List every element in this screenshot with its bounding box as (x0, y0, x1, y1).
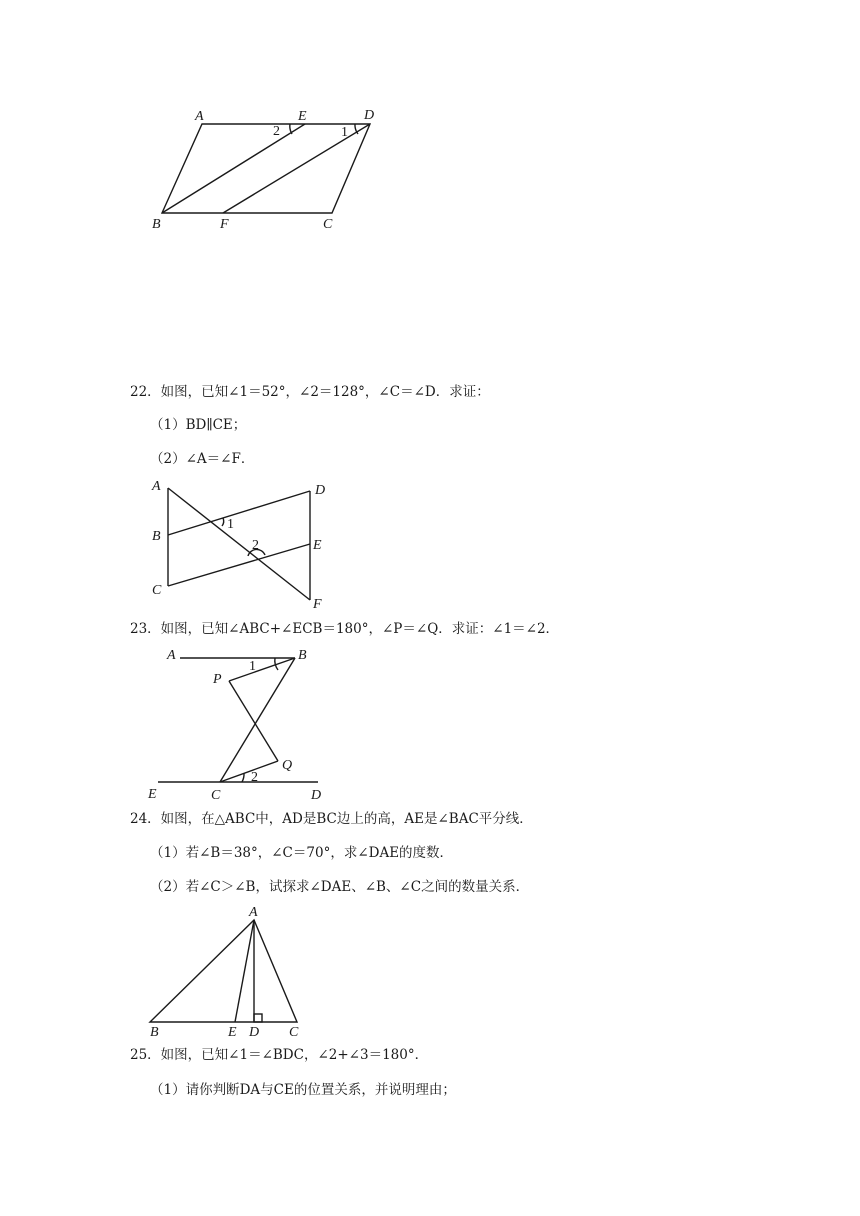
label-c: C (289, 1025, 299, 1040)
triangle-abc (150, 920, 297, 1022)
label-e: E (228, 1025, 237, 1040)
label-c: C (323, 217, 333, 232)
angle-1-arc (222, 518, 224, 526)
q24-stem: 24．如图，在△ABC中，AD是BC边上的高，AE是∠BAC平分线． (130, 811, 533, 827)
parallelogram-abcd (162, 124, 370, 213)
figure-parallelogram (140, 100, 400, 240)
segment-bp (229, 658, 295, 681)
segment-ce (168, 544, 310, 586)
label-e: E (148, 787, 157, 802)
figure-q22 (140, 478, 350, 613)
segment-pq (229, 681, 278, 761)
right-angle-mark (254, 1014, 262, 1022)
label-a: A (167, 648, 176, 663)
label-angle-2: 2 (252, 538, 259, 553)
q23-svg (145, 643, 335, 805)
label-a: A (249, 905, 258, 920)
label-b: B (298, 648, 307, 663)
segment-af (168, 488, 310, 600)
figure-q24 (140, 900, 320, 1042)
label-f: F (220, 217, 229, 232)
label-angle-2: 2 (273, 124, 280, 139)
label-d: D (315, 483, 326, 498)
label-c: C (152, 583, 162, 598)
parallelogram-svg (140, 100, 400, 240)
label-angle-1: 1 (341, 125, 348, 140)
label-b: B (152, 217, 161, 232)
label-d: D (249, 1025, 260, 1040)
label-q: Q (282, 758, 293, 773)
q22-part1: （1）BD∥CE； (150, 417, 247, 433)
q24-svg (140, 900, 320, 1042)
label-e: E (313, 538, 322, 553)
q22-svg (140, 478, 350, 613)
segment-qc (220, 761, 278, 782)
q22-stem: 22．如图，已知∠1＝52°，∠2＝128°，∠C＝∠D．求证： (130, 384, 490, 400)
q22-part2: （2）∠A＝∠F． (150, 451, 255, 467)
label-angle-2: 2 (251, 770, 258, 785)
label-b: B (152, 529, 161, 544)
label-e: E (298, 109, 307, 124)
figure-q23 (145, 643, 335, 805)
label-d: D (364, 108, 375, 123)
label-angle-1: 1 (227, 517, 234, 532)
segment-be (162, 124, 305, 213)
label-c: C (211, 788, 221, 803)
label-f: F (313, 597, 322, 612)
q24-part2: （2）若∠C＞∠B，试探求∠DAE、∠B、∠C之间的数量关系． (150, 879, 530, 895)
q25-stem: 25．如图，已知∠1＝∠BDC，∠2+∠3＝180°． (130, 1047, 429, 1063)
label-p: P (213, 672, 222, 687)
q23-stem: 23．如图，已知∠ABC+∠ECB＝180°，∠P＝∠Q．求证：∠1＝∠2． (130, 621, 560, 637)
q25-part1: （1）请你判断DA与CE的位置关系，并说明理由； (150, 1082, 456, 1098)
q24-part1: （1）若∠B＝38°，∠C＝70°，求∠DAE的度数． (150, 845, 454, 861)
label-d: D (311, 788, 322, 803)
label-a: A (195, 109, 204, 124)
segment-bd (168, 491, 310, 535)
label-angle-1: 1 (249, 659, 256, 674)
label-a: A (152, 479, 161, 494)
label-b: B (150, 1025, 159, 1040)
